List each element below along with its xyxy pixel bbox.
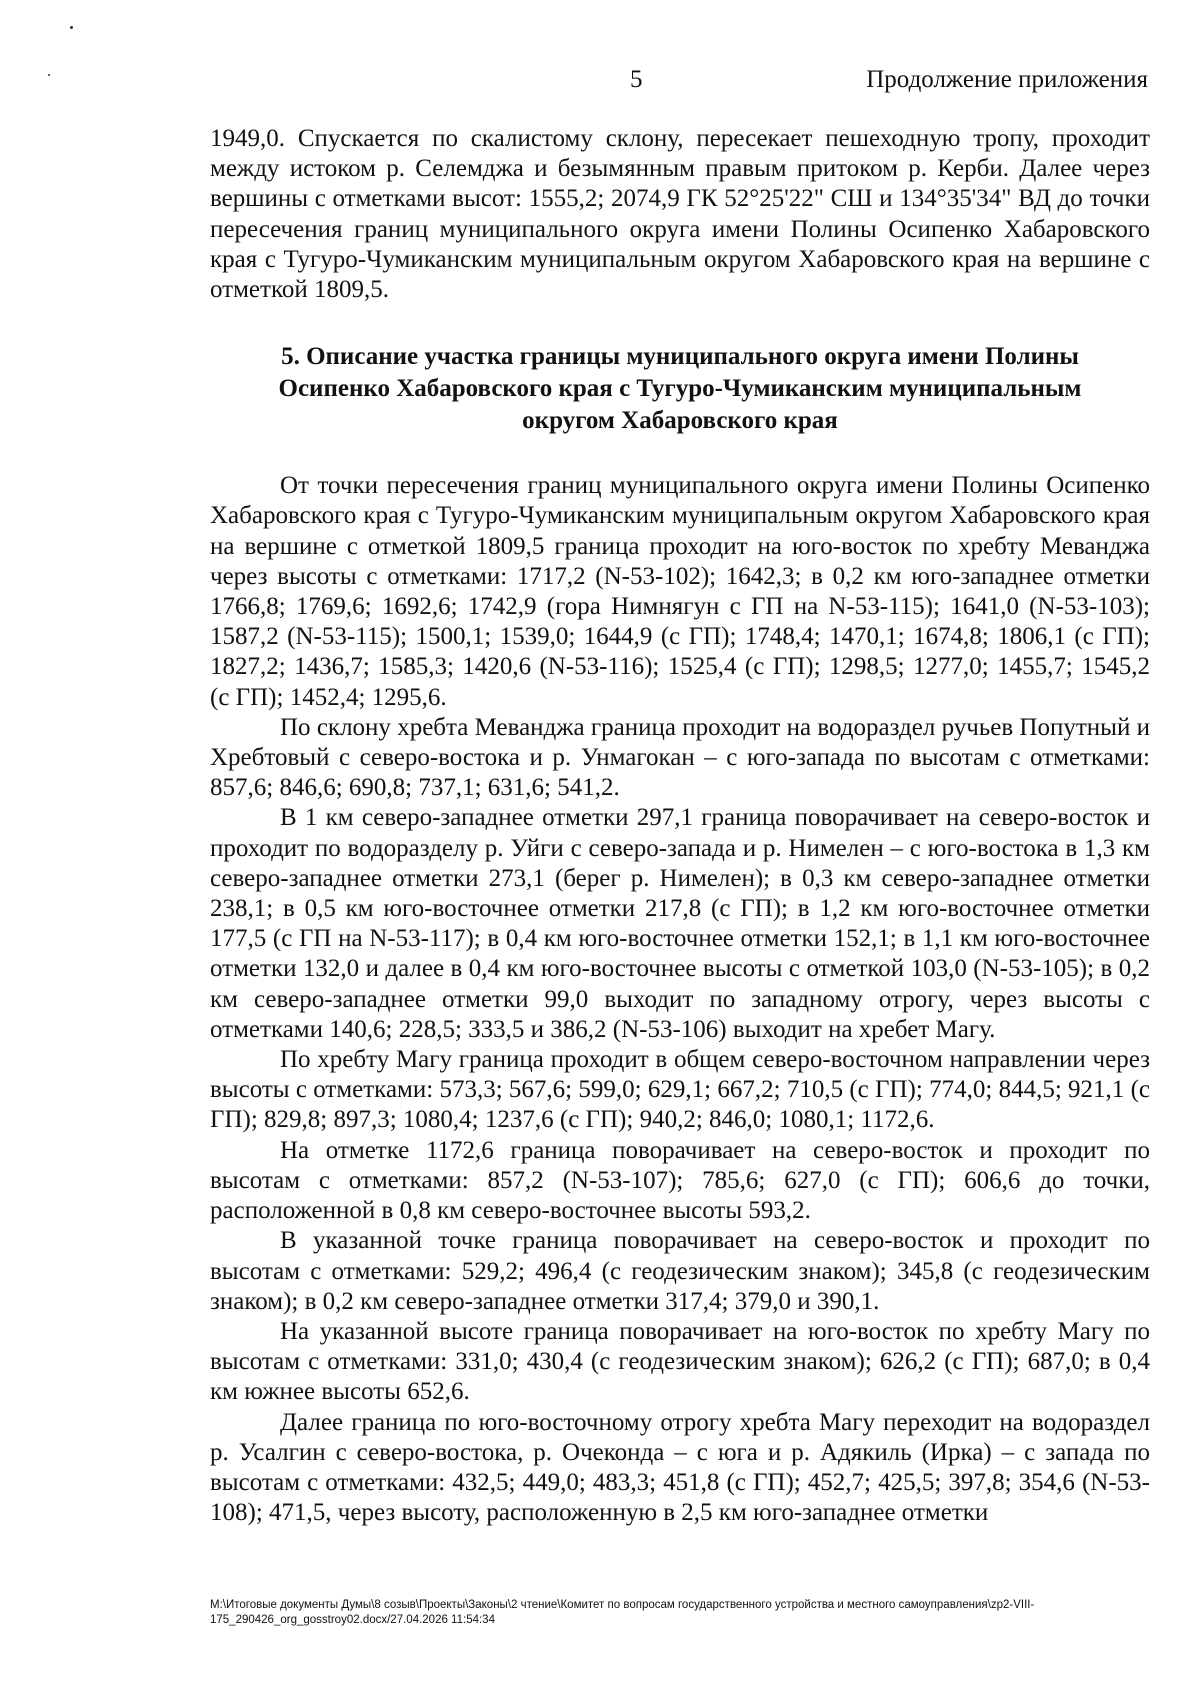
paragraph: От точки пересечения границ муниципального округа имени Полины Осипенко Хабаровского края с Тугуро-Чумиканским муниципальным округом Хабаровского края на вершине с отметкой 1809,5 граница проходит на юго-восток по хребту Меванджа через высоты с отметками: 1717,2 (N-53-102); 1642,3; в 0,2 км юго-западнее отметки 1766,8; 1769,6; 1692,6; 1742,9 (гора Нимнягун с ГП на N-53-115); 1641,0 (N-53-103); 1587,2 (N-53-115); 1500,1; 1539,0; 1644,9 (с ГП); 1748,4; 1470,1; 1674,8; 1806,1 (с ГП); 1827,2; 1436,7; 1585,3; 1420,6 (N-53-116); 1525,4 (с ГП); 1298,5; 1277,0; 1455,7; 1545,2 (с ГП); 1452,4; 1295,6. — [210, 472, 1150, 711]
paragraph: По склону хребта Меванджа граница проходит на водораздел ручьев Попутный и Хребтовый с северо-востока и р. Унмагокан – с юго-запада по высотам с отметками: 857,6; 846,6; 690,8; 737,1; 631,6; 541,2. — [210, 713, 1150, 802]
paragraph: По хребту Магу граница проходит в общем северо-восточном направлении через высоты с отметками: 573,3; 567,6; 599,0; 629,1; 667,2; 710,5 (с ГП); 774,0; 844,5; 921,1 (с ГП); 829,8; 897,3; 1080,4; 1237,6 (с ГП); 940,2; 846,0; 1080,1; 1172,6. — [210, 1046, 1150, 1134]
paragraph: На указанной высоте граница поворачивает на юго-восток по хребту Магу по высотам с отметками: 331,0; 430,4 (с геодезическим знаком); 626,2 (с ГП); 687,0; в 0,4 км южнее высоты 652,6. — [210, 1317, 1150, 1406]
paragraph: На отметке 1172,6 граница поворачивает на северо-восток и проходит по высотам с отметками: 857,2 (N-53-107); 785,6; 627,0 (с ГП); 606,6 до точки, расположенной в 0,8 км северо-восточнее высоты 593,2. — [210, 1136, 1150, 1225]
paragraph: В указанной точке граница поворачивает на северо-восток и проходит по высотам с отметками: 529,2; 496,4 (с геодезическим знаком); 345,8 (с геодезическим знаком); в 0,2 км северо-западнее отметки 317,4; 379,0 и 390,1. — [210, 1227, 1150, 1315]
running-header: Продолжение приложения — [866, 66, 1148, 93]
scan-speck — [70, 26, 73, 29]
section-heading: 5. Описание участка границы муниципального округа имени Полины Осипенко Хабаровского края с Тугуро-Чумиканским муниципальным округом Хабаровского края — [278, 343, 1082, 435]
document-body — [210, 124, 1150, 1528]
paragraph: В 1 км северо-западнее отметки 297,1 граница поворачивает на северо-восток и проходит по водоразделу р. Уйги с северо-запада и р. Нимелен – с юго-востока в 1,3 км северо-западнее отметки 273,1 (берег р. Нимелен); в 0,3 км северо-западнее отметки 238,1; в 0,5 км юго-восточнее отметки 217,8 (с ГП); в 1,2 км юго-восточнее отметки 177,5 (с ГП на N-53-117); в 0,4 км юго-восточнее отметки 152,1; в 1,1 км юго-восточнее отметки 132,0 и далее в 0,4 км юго-восточнее высоты с отметкой 103,0 (N-53-105); в 0,2 км северо-западнее отметки 99,0 выходит по западному отрогу, через высоты с отметками 140,6; 228,5; 333,5 и 386,2 (N-53-106) выходит на хребет Магу. — [210, 804, 1150, 1043]
page-number: 5 — [630, 66, 643, 93]
footer-file-path: M:\Итоговые документы Думы\8 созыв\Проекты\Законы\2 чтение\Комитет по вопросам государственного устройства и местного самоуправления\zp2-VIII-175_290426_org_gosstroy02.docx/27.04.2026 11:54:34 — [210, 1599, 1035, 1626]
intro-paragraph: 1949,0. Спускается по скалистому склону, пересекает пешеходную тропу, проходит между истоком р. Селемджа и безымянным правым притоком р. Керби. Далее через вершины с отметками высот: 1555,2; 2074,9 ГК 52°25'22" СШ и 134°35'34" ВД до точки пересечения границ муниципального округа имени Полины Осипенко Хабаровского края с Тугуро-Чумиканским муниципальным округом Хабаровского края на вершине с отметкой 1809,5. — [210, 125, 1150, 304]
scan-speck — [48, 74, 50, 76]
paragraph: Далее граница по юго-восточному отрогу хребта Магу переходит на водораздел р. Усалгин с северо-востока, р. Очеконда – с юга и р. Адякиль (Ирка) – с запада по высотам с отметками: 432,5; 449,0; 483,3; 451,8 (с ГП); 452,7; 425,5; 397,8; 354,6 (N-53-108); 471,5, через высоту, расположенную в 2,5 км юго-западнее отметки — [210, 1408, 1150, 1527]
